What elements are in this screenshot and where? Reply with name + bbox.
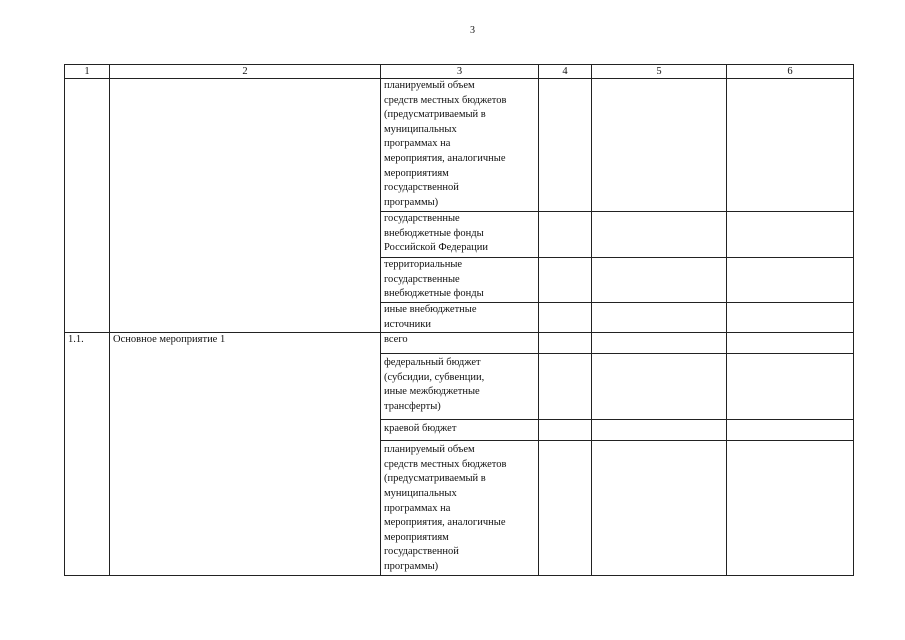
funding-source-line: программах на [384,502,451,514]
table-header-row [65,65,854,79]
value-cell-col-5 [592,354,727,420]
header-cell-col-5: 5 [592,65,727,79]
value-cell-col-6 [727,303,854,333]
budget-table [64,64,854,576]
row-number-cell [65,79,110,333]
value-cell-col-6 [727,79,854,212]
value-cell-col-6 [727,441,854,575]
value-cell-col-4 [539,212,592,258]
funding-source-line: государственные [384,273,460,285]
value-cell-col-6 [727,212,854,258]
funding-source-cell [381,441,539,575]
value-cell-col-5 [592,303,727,333]
value-cell-col-5 [592,79,727,212]
funding-source-line: иные межбюджетные [384,386,480,398]
funding-source-line: Российской Федерации [384,242,488,254]
funding-source-line: иные внебюджетные [384,304,477,315]
header-cell-col-2: 2 [110,65,381,79]
funding-source-cell [381,303,539,333]
header-cell-col-6: 6 [727,65,854,79]
value-cell-col-5 [592,258,727,303]
funding-source-line: внебюджетные фонды [384,288,484,300]
funding-source-line: мероприятиям [384,167,449,179]
funding-source-line: программах на [384,138,451,150]
funding-source-line: источники [384,318,431,330]
value-cell-col-4 [539,333,592,354]
activity-name-cell [110,79,381,333]
funding-source-cell [381,420,539,441]
value-cell-col-5 [592,420,727,441]
value-cell-col-5 [592,212,727,258]
funding-source-line: (предусматриваемый в [384,473,486,485]
table-row [65,79,854,212]
funding-source-line: (субсидии, субвенции, [384,371,485,383]
value-cell-col-5 [592,333,727,354]
header-cell-col-4: 4 [539,65,592,79]
funding-source-cell [381,79,539,212]
header-cell-col-3: 3 [381,65,539,79]
funding-source-cell [381,354,539,420]
value-cell-col-4 [539,354,592,420]
funding-source-line: планируемый объем [384,444,475,456]
funding-source-line: краевой бюджет [384,423,457,435]
activity-name-cell: Основное мероприятие 1 [110,333,381,575]
funding-source-line: программы) [384,560,439,572]
value-cell-col-4 [539,420,592,441]
funding-source-line: мероприятия, аналогичные [384,517,506,529]
funding-source-line: муниципальных [384,123,457,135]
value-cell-col-4 [539,441,592,575]
funding-source-cell [381,212,539,258]
value-cell-col-4 [539,79,592,212]
funding-source-line: территориальные [384,259,463,270]
value-cell-col-6 [727,420,854,441]
header-cell-col-1: 1 [65,65,110,79]
funding-source-cell [381,333,539,354]
value-cell-col-4 [539,303,592,333]
value-cell-col-5 [592,441,727,575]
funding-source-line: федеральный бюджет [384,357,481,369]
funding-source-line: муниципальных [384,487,457,499]
funding-source-line: средств местных бюджетов [384,94,507,106]
value-cell-col-6 [727,354,854,420]
funding-source-line: всего [384,334,408,346]
value-cell-col-6 [727,333,854,354]
funding-source-line: мероприятия, аналогичные [384,152,506,164]
funding-source-line: трансферты) [384,400,441,412]
funding-source-line: программы) [384,196,439,208]
funding-source-line: государственной [384,182,459,194]
row-number-cell: 1.1. [65,333,110,575]
value-cell-col-4 [539,258,592,303]
funding-source-line: (предусматриваемый в [384,109,486,121]
funding-source-line: государственные [384,213,460,224]
funding-source-line: средств местных бюджетов [384,458,507,470]
value-cell-col-6 [727,258,854,303]
funding-source-cell [381,258,539,303]
funding-source-line: планируемый объем [384,80,475,91]
page-number: 3 [470,25,475,36]
funding-source-line: внебюджетные фонды [384,227,484,239]
table-row [65,333,854,354]
funding-source-line: мероприятиям [384,531,449,543]
funding-source-line: государственной [384,546,459,558]
